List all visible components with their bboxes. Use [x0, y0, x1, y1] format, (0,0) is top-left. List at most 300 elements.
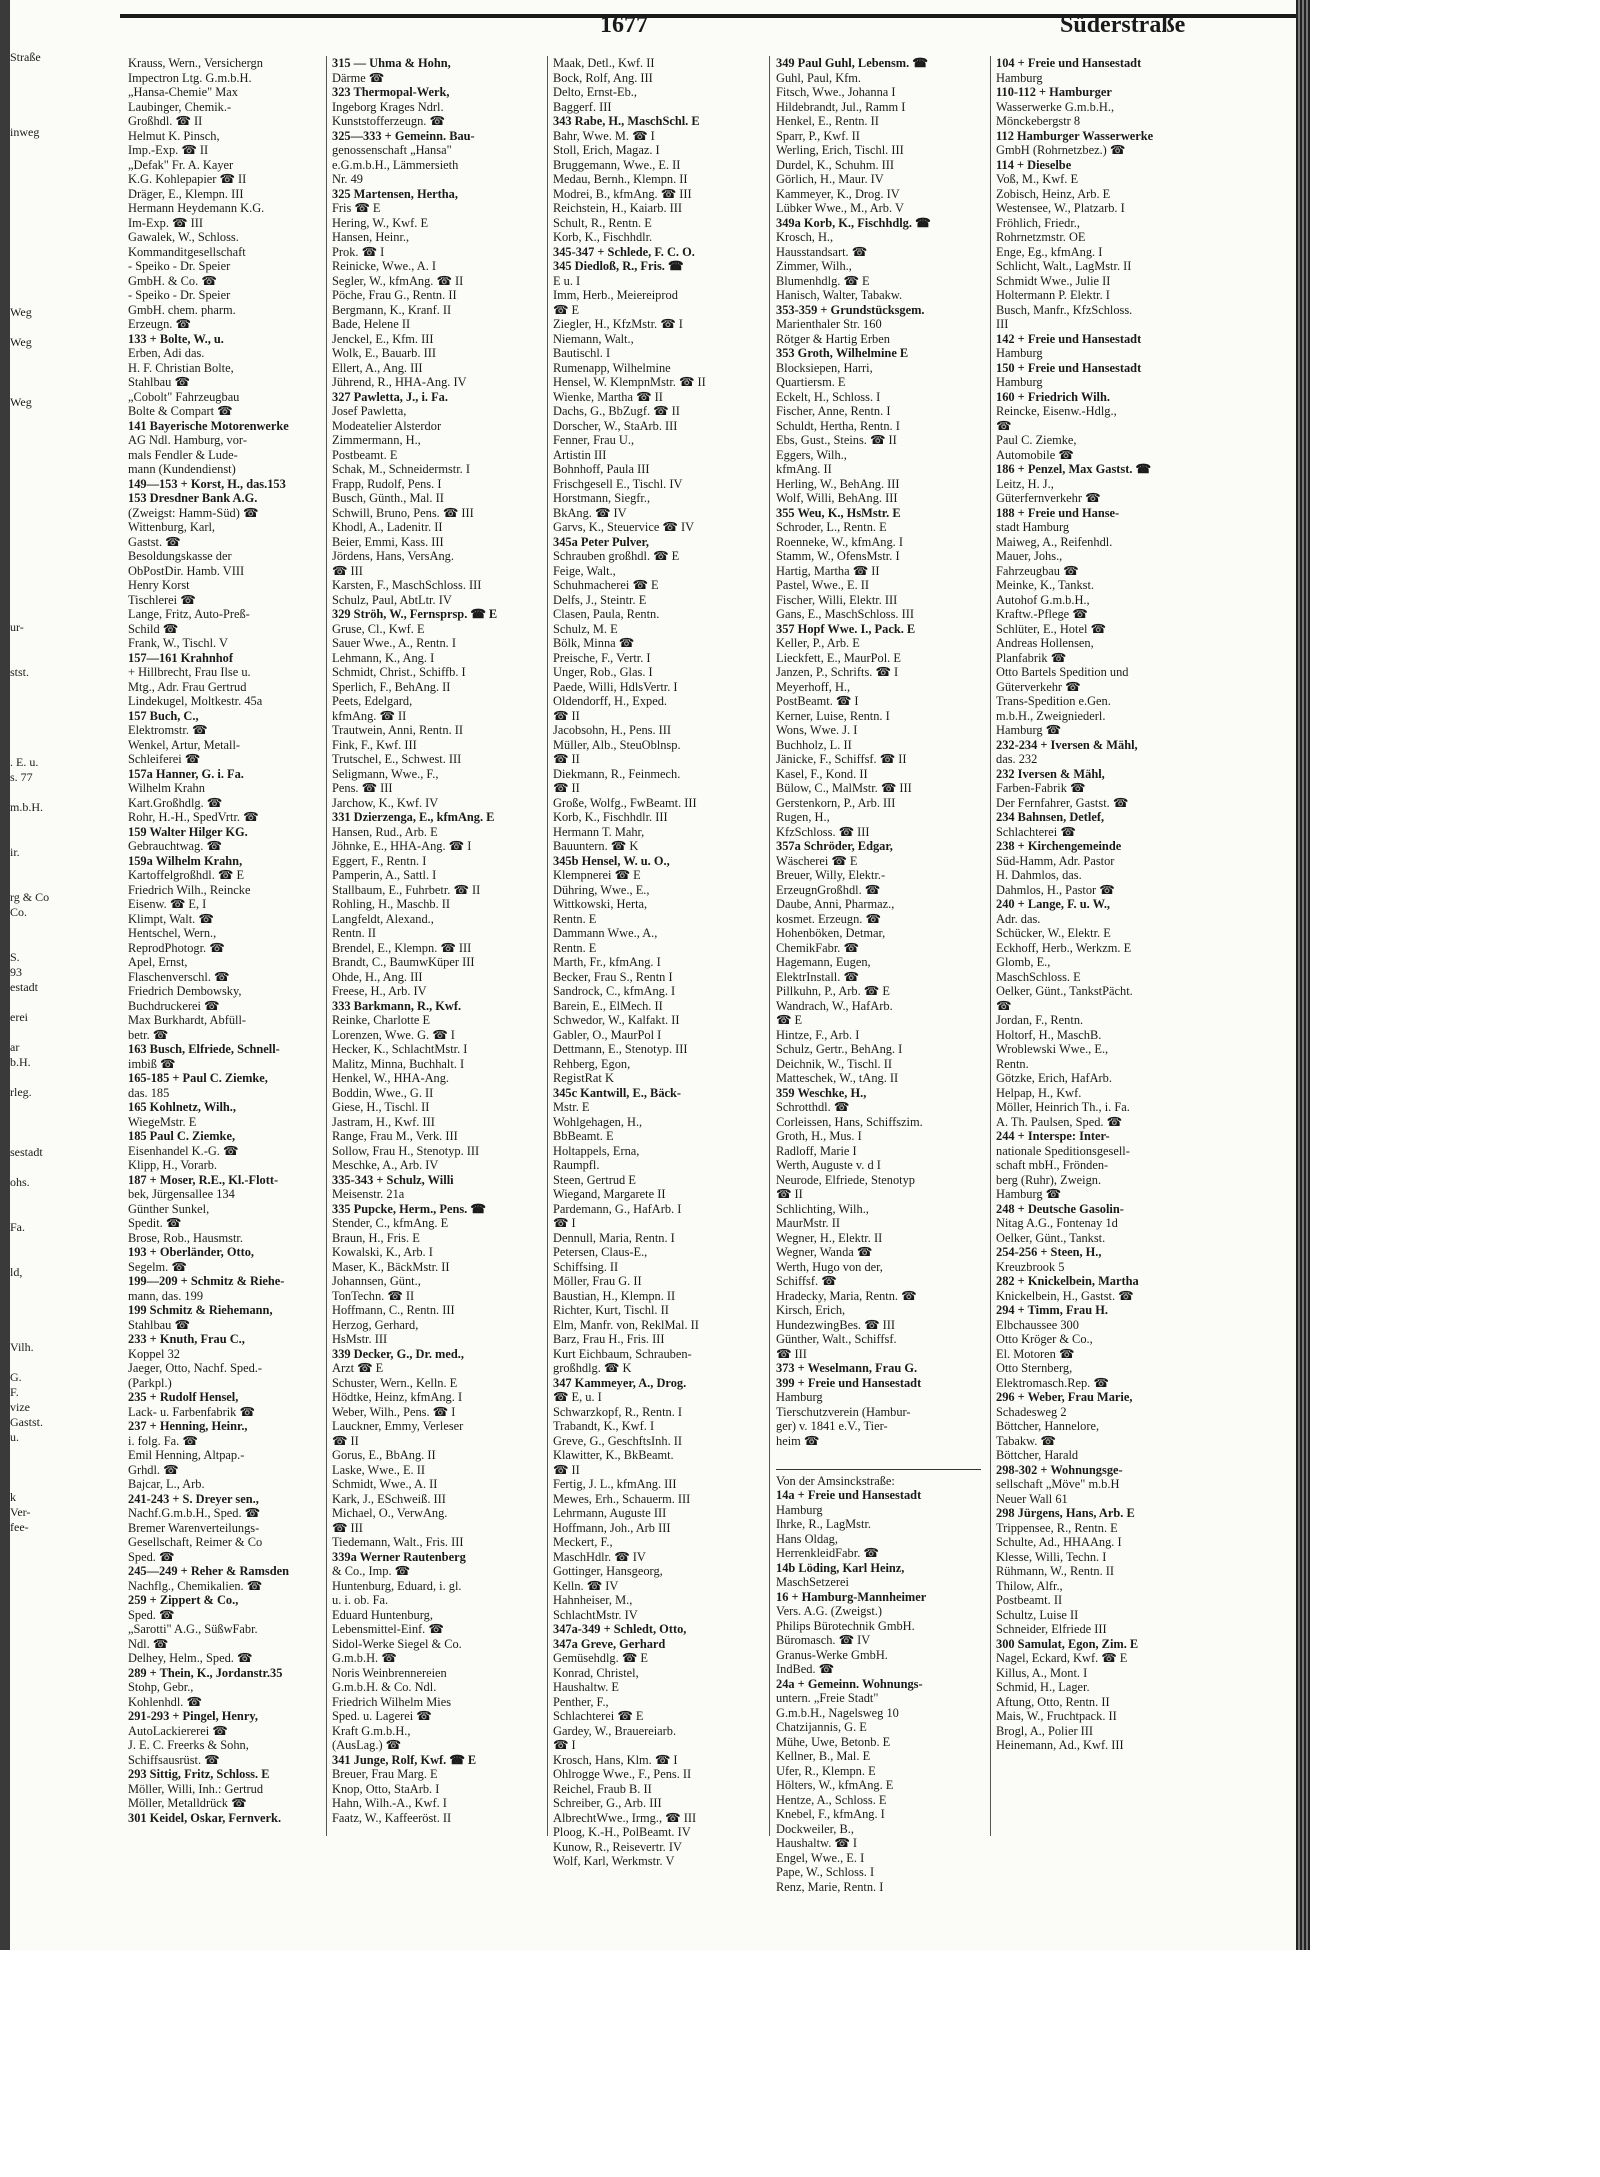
directory-entry: Kark, J., ESchweiß. III — [332, 1491, 446, 1506]
directory-entry: Eisenw. ☎ E, I — [128, 897, 207, 911]
directory-entry: 112 Hamburger Wasserwerke — [996, 128, 1154, 143]
directory-entry: Jördens, Hans, VersAng. — [332, 549, 454, 563]
directory-entry: Klipp, H., Vorarb. — [128, 1158, 218, 1172]
directory-entry: Hentschel, Wern., — [128, 926, 217, 940]
directory-entry: Der Fernfahrer, Gastst. ☎ — [996, 795, 1129, 810]
directory-entry: stadt Hamburg — [996, 520, 1070, 534]
margin-fragment: s. 77 — [10, 770, 33, 784]
directory-entry: Lebensmittel-Einf. ☎ — [332, 1622, 444, 1636]
directory-entry: 331 Dzierzenga, E., kfmAng. E — [332, 810, 495, 824]
margin-fragment — [10, 830, 125, 845]
directory-entry: E u. I — [553, 273, 581, 288]
directory-entry: 339 Decker, G., Dr. med., — [332, 1346, 464, 1361]
directory-entry: Ufer, R., Klempn. E — [776, 1763, 876, 1778]
directory-entry: Eckhoff, Herb., Werkzm. E — [996, 940, 1132, 955]
directory-entry: GmbH (Rohrnetzbez.) ☎ — [996, 143, 1126, 157]
directory-entry: Fink, F., Kwf. III — [332, 737, 417, 752]
directory-entry: Chatzijannis, G. E — [776, 1720, 867, 1734]
directory-entry: 327 Pawletta, J., i. Fa. — [332, 389, 448, 404]
directory-entry: 193 + Oberländer, Otto, — [128, 1245, 255, 1259]
directory-column-5 — [996, 56, 1206, 1753]
directory-entry: 235 + Rudolf Hensel, — [128, 1390, 239, 1404]
directory-entry: Herzog, Gerhard, — [332, 1317, 419, 1332]
directory-entry: Böttcher, Harald — [996, 1448, 1079, 1462]
directory-entry: Schrauben großhdl. ☎ E — [553, 549, 680, 563]
margin-fragment — [10, 80, 125, 95]
margin-fragment: ir. — [10, 845, 20, 859]
directory-entry: AlbrechtWwe., Irmg., ☎ III — [553, 1810, 697, 1825]
directory-entry: Gorus, E., BbAng. II — [332, 1448, 436, 1462]
directory-entry: Elektromstr. ☎ — [128, 723, 208, 737]
directory-entry: Langfeldt, Alexand., — [332, 911, 434, 926]
directory-entry: 157a Hanner, G. i. Fa. — [128, 766, 244, 781]
directory-entry: Glomb, E., — [996, 955, 1051, 969]
directory-entry: Wienke, Martha ☎ II — [553, 389, 663, 404]
directory-entry: 259 + Zippert & Co., — [128, 1593, 239, 1607]
directory-entry: Philips Bürotechnik GmbH. — [776, 1618, 915, 1633]
margin-fragment: . E. u. — [10, 755, 39, 769]
directory-entry: Stoll, Erich, Magaz. I — [553, 143, 660, 157]
directory-entry: ☎ III — [332, 1520, 363, 1535]
directory-entry: 355 Weu, K., HsMstr. E — [776, 505, 901, 520]
directory-entry: Deichnik, W., Tischl. II — [776, 1056, 892, 1071]
margin-fragment: Weg — [10, 305, 32, 319]
margin-fragment — [10, 590, 125, 605]
directory-entry: Schmidt, Christ., Schiffb. I — [332, 665, 466, 679]
directory-entry: 339a Werner Rautenberg — [332, 1549, 466, 1564]
directory-entry: Schultz, Luise II — [996, 1607, 1079, 1622]
directory-entry: 349a Korb, K., Fischhdlg. ☎ — [776, 215, 931, 230]
margin-fragment — [10, 140, 125, 155]
directory-entry: Elm, Manfr. von, ReklMal. II — [553, 1317, 699, 1332]
directory-entry: Delfs, J., Steintr. E — [553, 592, 647, 607]
directory-entry: Hecker, K., SchlachtMstr. I — [332, 1042, 468, 1056]
directory-entry: Delhey, Helm., Sped. ☎ — [128, 1651, 253, 1665]
directory-entry: Konrad, Christel, — [553, 1665, 639, 1680]
directory-entry: Rentn. E — [553, 911, 597, 926]
margin-fragment — [10, 275, 125, 290]
directory-entry: Kommanditgesellschaft — [128, 244, 246, 259]
directory-entry: Trabandt, K., Kwf. I — [553, 1419, 655, 1433]
directory-entry: Schreiber, G., Arb. III — [553, 1796, 662, 1810]
directory-entry: Dräger, E., Klempn. III — [128, 186, 244, 201]
directory-entry: Baustian, H., Klempn. II — [553, 1288, 676, 1303]
directory-entry: Kartoffelgroßhdl. ☎ E — [128, 868, 245, 882]
directory-entry: Bergmann, K., Kranf. II — [332, 302, 452, 317]
directory-entry: Prok. ☎ I — [332, 244, 385, 259]
directory-entry: 157—161 Krahnhof — [128, 650, 233, 665]
margin-fragment — [10, 1130, 125, 1145]
directory-entry: Schneider, Elfriede III — [996, 1622, 1107, 1636]
directory-entry: Jordan, F., Rentn. — [996, 1013, 1084, 1027]
directory-entry: Otto Kröger & Co., — [996, 1332, 1093, 1346]
directory-entry: Lauckner, Emmy, Verleser — [332, 1419, 464, 1433]
directory-entry: 241-243 + S. Dreyer sen., — [128, 1491, 259, 1506]
directory-entry: Jastram, H., Kwf. III — [332, 1114, 435, 1129]
directory-entry: mals Fendler & Lude- — [128, 447, 238, 462]
directory-entry: Wenkel, Artur, Metall- — [128, 737, 241, 752]
directory-entry: Schmidt Wwe., Julie II — [996, 273, 1111, 288]
directory-entry: Buchholz, L. II — [776, 737, 852, 752]
directory-entry: Huntenburg, Eduard, i. gl. — [332, 1578, 462, 1593]
directory-entry: Eckelt, H., Schloss. I — [776, 389, 881, 404]
directory-entry: Hoffmann, Joh., Arb III — [553, 1520, 671, 1535]
directory-entry: Josef Pawletta, — [332, 404, 407, 418]
directory-entry: Becker, Frau S., Rentn I — [553, 969, 673, 984]
directory-entry: Hermann T. Mahr, — [553, 824, 645, 839]
directory-entry: Dockweiler, B., — [776, 1821, 854, 1836]
directory-entry: Hamburg ☎ — [996, 1187, 1062, 1201]
directory-entry: Johannsen, Günt., — [332, 1274, 421, 1288]
directory-entry: imbiß ☎ — [128, 1056, 176, 1071]
directory-entry: Wäscherei ☎ E — [776, 853, 858, 868]
directory-entry: ☎ II — [553, 708, 580, 723]
directory-entry: Schulte, Ad., HHAAng. I — [996, 1535, 1122, 1549]
column-divider — [326, 56, 327, 1836]
directory-entry: 248 + Deutsche Gasolin- — [996, 1201, 1124, 1216]
directory-entry: Ihrke, R., LagMstr. — [776, 1517, 871, 1531]
directory-entry: Jöhnke, E., HHA-Ang. ☎ I — [332, 839, 472, 853]
directory-entry: Schult, R., Rentn. E — [553, 215, 652, 230]
directory-entry: Bock, Rolf, Ang. III — [553, 70, 653, 85]
directory-entry: Greve, G., GeschftsInh. II — [553, 1433, 683, 1448]
directory-entry: Friedrich Dembowsky, — [128, 984, 242, 998]
directory-entry: Trippensee, R., Rentn. E — [996, 1520, 1118, 1535]
directory-entry: 240 + Lange, F. u. W., — [996, 897, 1111, 911]
directory-entry: Maiweg, A., Reifenhdl. — [996, 534, 1113, 549]
margin-fragment — [10, 425, 125, 440]
directory-entry: 14a + Freie und Hansestadt — [776, 1488, 922, 1502]
directory-entry: J. E. C. Freerks & Sohn, — [128, 1738, 249, 1752]
directory-entry: Schulz, M. E — [553, 621, 618, 636]
directory-entry: Paede, Willi, HdlsVertr. I — [553, 679, 678, 694]
margin-fragment: Co. — [10, 905, 28, 919]
margin-fragment — [10, 530, 125, 545]
directory-entry: BkAng. ☎ IV — [553, 505, 627, 520]
directory-entry: Rehberg, Egon, — [553, 1056, 631, 1071]
margin-fragment — [10, 470, 125, 485]
directory-entry: Sollow, Frau H., Stenotyp. III — [332, 1143, 480, 1158]
directory-entry: Matteschek, W., tAng. II — [776, 1071, 899, 1085]
directory-entry: 142 + Freie und Hansestadt — [996, 331, 1142, 346]
directory-entry: 187 + Moser, R.E., Kl.-Flott- — [128, 1172, 279, 1187]
directory-entry: Diekmann, R., Feinmech. — [553, 766, 681, 781]
directory-entry: Werth, Auguste v. d I — [776, 1158, 881, 1172]
directory-entry: Sped. u. Lagerei ☎ — [332, 1709, 432, 1723]
margin-fragment: erei — [10, 1010, 28, 1024]
directory-entry: Großhdl. ☎ II — [128, 114, 203, 128]
directory-entry: „Cobolt" Fahrzeugbau — [128, 389, 240, 404]
directory-entry: TonTechn. ☎ II — [332, 1288, 415, 1303]
directory-entry: Fischer, Anne, Rentn. I — [776, 404, 891, 418]
directory-entry: Besoldungskasse der — [128, 549, 232, 563]
directory-entry: Büromasch. ☎ IV — [776, 1633, 871, 1647]
directory-entry: MaurMstr. II — [776, 1216, 841, 1230]
directory-entry: Jaeger, Otto, Nachf. Sped.- — [128, 1361, 263, 1375]
directory-entry: Wroblewski Wwe., E., — [996, 1042, 1109, 1056]
directory-entry: Werling, Erich, Tischl. III — [776, 143, 904, 157]
directory-entry: Fris ☎ E — [332, 201, 381, 215]
directory-entry: 186 + Penzel, Max Gastst. ☎ — [996, 462, 1151, 476]
directory-entry: Sauer Wwe., A., Rentn. I — [332, 636, 456, 650]
margin-fragment: estadt — [10, 980, 38, 994]
directory-entry: Süd-Hamm, Adr. Pastor — [996, 853, 1115, 868]
directory-entry: Bölk, Minna ☎ — [553, 636, 635, 650]
directory-entry: Medau, Bernh., Klempn. II — [553, 172, 688, 186]
directory-entry: Maser, K., BäckMstr. II — [332, 1259, 450, 1274]
margin-fragment — [10, 410, 125, 425]
directory-entry: Lack- u. Farbenfabrik ☎ — [128, 1404, 255, 1419]
directory-entry: Kirsch, Erich, — [776, 1303, 846, 1317]
directory-entry: 234 Bahnsen, Detlef, — [996, 810, 1105, 824]
directory-entry: H. Dahmlos, das. — [996, 868, 1082, 882]
directory-entry: Große, Wolfg., FwBeamt. III — [553, 795, 697, 810]
directory-entry: Rumenapp, Wilhelmine — [553, 360, 671, 375]
directory-entry: 114 + Dieselbe — [996, 157, 1072, 172]
directory-entry: ObPostDir. Hamb. VIII — [128, 563, 245, 578]
margin-fragment — [10, 320, 125, 335]
directory-entry: 24a + Gemeinn. Wohnungs- — [776, 1676, 923, 1691]
directory-entry: Busch, Günth., Mal. II — [332, 491, 444, 505]
directory-entry: Kraftw.-Pflege ☎ — [996, 607, 1088, 621]
directory-entry: Kammeyer, K., Drog. IV — [776, 186, 900, 201]
margin-fragment: S. — [10, 950, 20, 964]
margin-fragment — [10, 995, 125, 1010]
directory-entry: Breuer, Willy, Elektr.- — [776, 868, 886, 882]
margin-fragment — [10, 350, 125, 365]
directory-entry: Segler, W., kfmAng. ☎ II — [332, 273, 464, 288]
directory-entry: 345c Kantwill, E., Bäck- — [553, 1085, 682, 1100]
left-margin-fragments — [10, 50, 125, 1950]
directory-entry: Hanisch, Walter, Tabakw. — [776, 288, 903, 302]
directory-entry: 282 + Knickelbein, Martha — [996, 1274, 1139, 1288]
directory-entry: Mais, W., Fruchtpack. II — [996, 1709, 1117, 1723]
directory-entry: Penther, F., — [553, 1694, 609, 1709]
directory-entry: Hahnheiser, M., — [553, 1593, 633, 1607]
margin-fragment — [10, 785, 125, 800]
margin-fragment — [10, 440, 125, 455]
directory-entry: Lindekugel, Moltkestr. 45a — [128, 694, 263, 708]
directory-entry: Därme ☎ — [332, 70, 385, 85]
directory-entry: Hamburg ☎ — [996, 723, 1062, 737]
directory-entry: Bruggemann, Wwe., E. II — [553, 157, 681, 172]
directory-entry: Wolf, Karl, Werkmstr. V — [553, 1854, 675, 1868]
directory-entry: (AusLag.) ☎ — [332, 1738, 402, 1752]
directory-entry: IndBed. ☎ — [776, 1662, 835, 1676]
directory-entry: Gruse, Cl., Kwf. E — [332, 621, 425, 636]
directory-entry: Aftung, Otto, Rentn. II — [996, 1694, 1110, 1709]
directory-entry: Lübker Wwe., M., Arb. V — [776, 201, 904, 215]
directory-entry: Möller, Willi, Inh.: Gertrud — [128, 1781, 264, 1796]
directory-entry: 357 Hopf Wwe. I., Pack. E — [776, 621, 916, 636]
directory-entry: Friedrich Wilhelm Mies — [332, 1694, 452, 1709]
directory-entry: 160 + Friedrich Wilh. — [996, 389, 1110, 404]
directory-entry: Hermann Heydemann K.G. — [128, 201, 265, 215]
directory-entry: Trutschel, E., Schwest. III — [332, 752, 462, 766]
directory-entry: Brendel, E., Klempn. ☎ III — [332, 940, 472, 955]
margin-fragment — [10, 680, 125, 695]
directory-entry: Wegner, Wanda ☎ — [776, 1245, 873, 1259]
directory-entry: Garvs, K., Steuervice ☎ IV — [553, 520, 695, 534]
margin-fragment: ur- — [10, 620, 24, 634]
directory-entry: Hamburg — [776, 1502, 823, 1517]
directory-entry: ☎ II — [332, 1433, 359, 1448]
directory-entry: 104 + Freie und Hansestadt — [996, 56, 1142, 70]
directory-entry: 159 Walter Hilger KG. — [128, 824, 248, 839]
directory-entry: Henry Korst — [128, 578, 190, 592]
directory-entry: Meckert, F., — [553, 1535, 613, 1549]
directory-entry: Hamburg — [776, 1390, 823, 1404]
directory-entry: Blocksiepen, Harri, — [776, 360, 873, 375]
directory-entry: & Co., Imp. ☎ — [332, 1564, 411, 1578]
directory-entry: Pastel, Wwe., E. II — [776, 578, 870, 592]
margin-fragment — [10, 155, 125, 170]
directory-entry: Dühring, Wwe., E., — [553, 882, 650, 897]
directory-entry: WiegeMstr. E — [128, 1114, 197, 1129]
directory-entry: Heinemann, Ad., Kwf. III — [996, 1738, 1124, 1752]
directory-entry: 165-185 + Paul C. Ziemke, — [128, 1071, 268, 1085]
directory-entry: ☎ II — [776, 1187, 803, 1201]
directory-entry: Steen, Gertrud E — [553, 1172, 636, 1187]
margin-fragment — [10, 815, 125, 830]
directory-entry: Kasel, F., Kond. II — [776, 766, 868, 781]
margin-fragment — [10, 725, 125, 740]
directory-entry: Adr. das. — [996, 911, 1041, 926]
directory-column-1 — [128, 56, 323, 1825]
directory-entry: Kohlenhdl. ☎ — [128, 1694, 202, 1709]
directory-entry: MaschSchloss. E — [996, 969, 1081, 984]
directory-entry: PostBeamt. ☎ I — [776, 694, 859, 708]
directory-entry: 343 Rabe, H., MaschSchl. E — [553, 114, 700, 128]
directory-entry: 341 Junge, Rolf, Kwf. ☎ E — [332, 1752, 477, 1767]
margin-fragment — [10, 1295, 125, 1310]
directory-entry: Dahmlos, H., Pastor ☎ — [996, 882, 1115, 897]
directory-entry: „Hansa-Chemie" Max — [128, 85, 238, 99]
directory-entry: ☎ I — [553, 1738, 576, 1752]
directory-entry: Schlüter, E., Hotel ☎ — [996, 621, 1106, 636]
directory-entry: Jarchow, K., Kwf. IV — [332, 795, 439, 810]
directory-entry: 291-293 + Pingel, Henry, — [128, 1709, 258, 1723]
directory-entry: 345-347 + Schlede, F. C. O. — [553, 244, 695, 259]
directory-entry: Schücker, W., Elektr. E — [996, 926, 1111, 940]
margin-fragment — [10, 710, 125, 725]
directory-entry: Werth, Hugo von der, — [776, 1259, 883, 1274]
margin-fragment — [10, 170, 125, 185]
directory-entry: Rentn. — [996, 1056, 1029, 1071]
directory-entry: Marth, Fr., kfmAng. I — [553, 955, 661, 969]
directory-entry: SchlachtMstr. IV — [553, 1607, 638, 1622]
directory-entry: Müller, Alb., SteuOblnsp. — [553, 737, 681, 752]
directory-entry: Ndl. ☎ — [128, 1636, 169, 1651]
directory-entry: mann (Kundendienst) — [128, 462, 236, 476]
margin-fragment — [10, 605, 125, 620]
directory-entry: III — [996, 317, 1009, 331]
directory-entry: Knebel, F., kfmAng. I — [776, 1807, 885, 1821]
directory-entry: Ohlrogge Wwe., F., Pens. II — [553, 1767, 692, 1781]
directory-entry: kfmAng. ☎ II — [332, 708, 407, 723]
margin-fragment — [10, 230, 125, 245]
directory-entry: Groth, H., Mus. I — [776, 1129, 862, 1143]
directory-entry: Dachs, G., BbZugf. ☎ II — [553, 404, 680, 418]
book-spine — [0, 0, 10, 1950]
directory-entry: Schak, M., Schneidermstr. I — [332, 462, 470, 476]
directory-entry: 347 Kammeyer, A., Drog. — [553, 1375, 687, 1390]
directory-entry: Hansen, Heinr., — [332, 230, 410, 244]
directory-entry: Klempnerei ☎ E — [553, 868, 641, 882]
directory-entry: Schulz, Paul, AbtLtr. IV — [332, 592, 452, 607]
directory-entry: Oelker, Günt., Tankst. — [996, 1230, 1106, 1245]
directory-entry: „Sarotti" A.G., SüßwFabr. — [128, 1622, 258, 1636]
directory-entry: ☎ E — [776, 1013, 803, 1027]
directory-entry: 244 + Interspe: Inter- — [996, 1129, 1110, 1143]
directory-entry: 345b Hensel, W. u. O., — [553, 853, 670, 868]
directory-entry: Dettmann, E., Stenotyp. III — [553, 1042, 688, 1056]
directory-entry: + Hillbrecht, Frau Ilse u. — [128, 665, 251, 679]
directory-entry: KfzSchloss. ☎ III — [776, 824, 870, 839]
directory-entry: Tischlerei ☎ — [128, 592, 196, 607]
margin-fragment: Gastst. — [10, 1415, 43, 1429]
directory-entry: Lehmann, K., Ang. I — [332, 650, 435, 665]
directory-entry: Meisenstr. 21a — [332, 1187, 405, 1201]
directory-entry: Elektromasch.Rep. ☎ — [996, 1375, 1109, 1390]
directory-entry: Rentn. II — [332, 926, 377, 940]
directory-entry: 357a Schröder, Edgar, — [776, 839, 893, 853]
directory-entry: Laubinger, Chemik.- — [128, 99, 232, 114]
directory-entry: Schwill, Bruno, Pens. ☎ III — [332, 505, 474, 520]
directory-entry: Sperlich, F., BehAng. II — [332, 679, 451, 694]
directory-entry: Neurode, Elfriede, Stenotyp — [776, 1172, 916, 1187]
directory-entry: Kowalski, K., Arb. I — [332, 1245, 433, 1259]
directory-entry: (Parkpl.) — [128, 1375, 172, 1390]
directory-entry: Oldendorff, H., Exped. — [553, 694, 668, 708]
directory-entry: Stahlbau ☎ — [128, 375, 190, 389]
directory-entry: Pillkuhn, P., Arb. ☎ E — [776, 984, 890, 998]
margin-fragment — [10, 500, 125, 515]
directory-entry: e.G.m.b.H., Lämmersieth — [332, 157, 459, 172]
margin-fragment — [10, 740, 125, 755]
directory-entry: Götzke, Erich, HafArb. — [996, 1071, 1112, 1085]
directory-entry: Engel, Wwe., E. I — [776, 1850, 865, 1865]
directory-entry: Meinke, K., Tankst. — [996, 578, 1095, 592]
directory-entry: 133 + Bolte, W., u. — [128, 331, 224, 346]
directory-entry: 323 Thermopal-Werk, — [332, 85, 450, 99]
margin-fragment — [10, 1070, 125, 1085]
directory-entry: 296 + Weber, Frau Marie, — [996, 1390, 1133, 1404]
directory-entry: Daube, Anni, Pharmaz., — [776, 897, 895, 911]
directory-entry: Wittkowski, Herta, — [553, 897, 648, 911]
directory-entry: Holtappels, Erna, — [553, 1143, 640, 1158]
directory-entry: Böttcher, Hannelore, — [996, 1419, 1100, 1433]
directory-entry: 141 Bayerische Motorenwerke — [128, 418, 289, 433]
directory-entry: Automobile ☎ — [996, 447, 1074, 462]
directory-entry: Ohde, H., Ang. III — [332, 969, 423, 984]
directory-entry: 159a Wilhelm Krahn, — [128, 853, 243, 868]
directory-entry: Mstr. E — [553, 1100, 590, 1114]
margin-fragment — [10, 860, 125, 875]
directory-entry: Gans, E., MaschSchloss. III — [776, 607, 914, 621]
directory-entry: Freese, H., Arb. IV — [332, 984, 427, 998]
directory-entry: Hansen, Rud., Arb. E — [332, 824, 438, 839]
directory-entry: Apel, Ernst, — [128, 955, 188, 969]
directory-entry: Krosch, Hans, Klm. ☎ I — [553, 1752, 678, 1767]
directory-entry: Zobisch, Heinz, Arb. E — [996, 186, 1111, 201]
directory-entry: Schiffsing. II — [553, 1259, 619, 1274]
directory-entry: 188 + Freie und Hanse- — [996, 505, 1120, 520]
directory-entry: Hohenböken, Detmar, — [776, 926, 886, 940]
margin-fragment — [10, 215, 125, 230]
directory-entry: 399 + Freie und Hansestadt — [776, 1375, 922, 1390]
directory-entry: Otto Sternberg, — [996, 1361, 1073, 1375]
